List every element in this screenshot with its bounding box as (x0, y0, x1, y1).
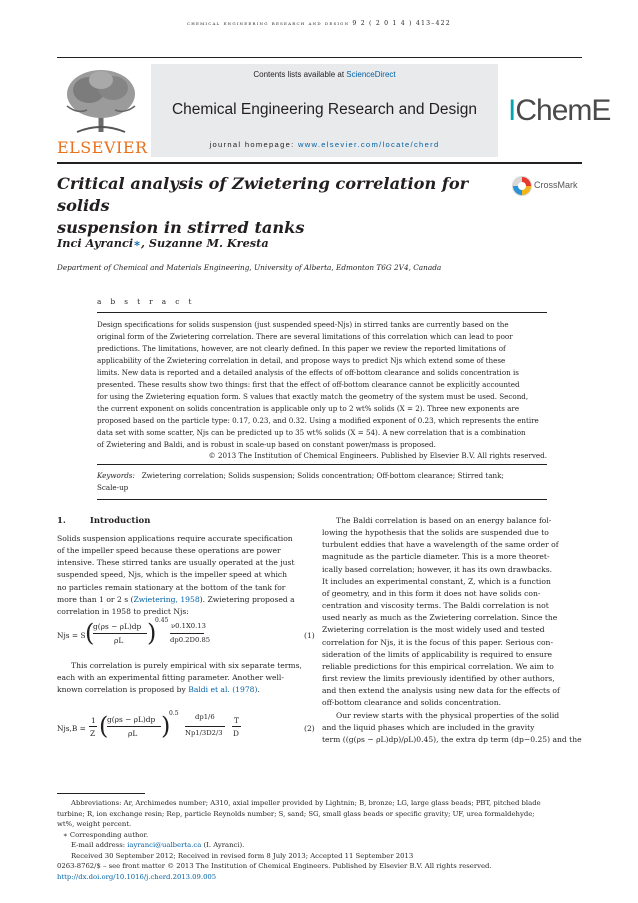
homepage-link[interactable]: www.elsevier.com/locate/cherd (297, 140, 440, 149)
citation-baldi[interactable]: Baldi et al. (1978) (188, 685, 258, 695)
header-bottom-rule (57, 162, 582, 164)
footnote-rule (57, 793, 145, 794)
authors: Inci Ayranci∗, Suzanne M. Kresta (57, 236, 269, 250)
article-title: Critical analysis of Zwietering correlation for solids suspension in stirred tanks (57, 174, 469, 237)
copyright: © 2013 The Institution of Chemical Engineers. Published by Elsevier B.V. All rights reserved. (208, 451, 547, 461)
eq1-lhs: Njs = S (57, 631, 86, 640)
abstract-top-rule (97, 312, 547, 313)
elsevier-wordmark: ELSEVIER (57, 138, 148, 157)
intro-right-column: The Baldi correlation is based on an energy balance fol- lowing the hypothesis that the solids are suspended due to turbulent eddies that have a wavelength of the same order of magnitude as the particle diameter. This is a more theoret- ically based correlation; however, it has its own drawbacks. It includes an experimental constant, Z, which is a function of geometry, and in this form it does not have solids con- centration and viscosity terms. The Baldi correlation is not used nearly as much as the Zwietering correlation. Since the Zwietering correlation is the most widely used and tested correlation for Njs, it is the focus of this paper. Serious con- sideration of the limits of applicability is required to ensure reliable predictions for this empirical correlation. We aim to first review the limits previously identified by other authors, and then extend the analysis using new data for the effects of off-bottom clearance and solids concentration. Our review starts with the physical properties of the solid and the liquid phases which are included in the gravity term ((g(ρs − ρL)dp)/ρL)0.45), the extra dp term (dp−0.25) and the (322, 516, 582, 744)
author-1: Inci Ayranci (57, 236, 134, 250)
issn-line: 0263-8762/$ – see front matter © 2013 The Institution of Chemical Engineers. Published by Elsevier B.V. All rights reserved. (57, 862, 492, 870)
elsevier-tree-icon (57, 66, 145, 136)
crossmark-label: CrossMark (534, 180, 578, 190)
crossmark-button[interactable] (511, 174, 591, 198)
email-link[interactable]: iayranci@ualberta.ca (127, 841, 202, 849)
corresponding-mark[interactable]: ∗ (133, 236, 141, 250)
running-head: chemical engineering research and design 9 2 ( 2 0 1 4 ) 413–422 (187, 20, 451, 27)
abstract-heading: a b s t r a c t (97, 297, 195, 306)
affiliation: Department of Chemical and Materials Engineering, University of Alberta, Edmonton T6G 2V4, Canada (57, 263, 442, 272)
doi-link[interactable]: http://dx.doi.org/10.1016/j.cherd.2013.09.005 (57, 872, 217, 881)
icheme-logo: IChemE (508, 94, 611, 127)
keywords: Keywords: Zwietering correlation; Solids suspension; Solids concentration; Off-bottom clearance; Stirred tank; Scale-up (97, 471, 504, 492)
citation-zwietering[interactable]: Zwietering, 1958 (133, 594, 200, 604)
contents-line (151, 70, 498, 79)
journal-title: Chemical Engineering Research and Design (171, 101, 477, 118)
section-heading: 1. Introduction (57, 516, 151, 526)
keywords-label: Keywords: (97, 471, 135, 480)
author-2: Suzanne M. Kresta (148, 236, 269, 250)
equation-1: Njs = S ( g(ρs − ρL)dp ρL ) 0.45 ν0.1X0.13 dp0.2D0.85 (1) (57, 617, 315, 647)
footnotes: Abbreviations: Ar, Archimedes number; A310, axial impeller provided by Lightnin; B, bronze; LG, large glass beads; PBT, pitched blade turbine; R, ion exchange resin; Rep, particle Reynolds number; S, sand; SG, small glass beads or specific gravity; UF, urea formaldehyde; wt%, weight percent. ∗ Corresponding author. E-mail address: iayranci@ualberta.ca (I. Ayranci). Received 30 September 2012; Received in revised form 8 July 2013; Accepted 11 September 2013 0263-8762/$ – see front matter © 2013 The Institution of Chemical Engineers. Published by Elsevier B.V. All rights reserved. http://dx.doi.org/10.1016/j.cherd.2013.09.005 (57, 798, 582, 882)
abstract-bottom-rule (97, 499, 547, 500)
corresponding-author-note: ∗ Corresponding author. (63, 830, 149, 839)
eq2-lhs: Njs,B = (57, 724, 86, 733)
homepage-prefix: journal homepage: (209, 140, 298, 149)
received-dates: Received 30 September 2012; Received in revised form 8 July 2013; Accepted 11 September 2013 (71, 851, 414, 860)
abstract-body: Design specifications for solids suspension (just suspended speed-Njs) in stirred tanks are currently based on the original form of the Zwietering correlation. There are several limitations of this correlation which can lead to poor predictions. The limitations, however, are not clearly defined. In this paper we review the reported limitations of applicability of the Zwietering correlation in detail, and propose ways to predict Njs which extend some of these limits. New data is reported and a detailed analysis of the effects of off-bottom clearance and solids concentration is presented. These results show two things: first that the effect of off-bottom clearance cannot be explicitly accounted for using the Zwietering equation form. S values that exactly match the geometry of the system must be used. Second, the current exponent on solids concentration is applicable only up to 2 wt% solids (X = 2). Three new exponents are proposed based on the particle type: 0.17, 0.23, and 0.32. Using a modified exponent of 0.23, which represents the entire data set with some scatter, Njs can be predicted up to 35 wt% solids (X = 54). A new correlation that is a combination of Zwietering and Baldi, and is robust in scale-up based on constant power/mass is proposed. © 2013 The Institution of Chemical Engineers. Published by Elsevier B.V. All rights reserved. (97, 320, 547, 461)
contents-prefix: Contents lists available at (253, 70, 347, 79)
equation-2: Njs,B = 1 Z ( g(ρs − ρL)dp ρL ) 0.5 dp1/6 Np1/3D2/3 T D (2) (57, 710, 315, 740)
intro-left-para-1: Solids suspension applications require accurate specification of the impeller speed because these operations are power intensive. These stirred tanks are usually operated at the just suspended speed, Njs, which is the impeller speed at which no particles remain stationary at the bottom of the tank for more than 1 or 2 s (Zwietering, 1958). Zwietering proposed a correlation in 1958 to predict Njs: (57, 534, 295, 616)
journal-homepage (151, 140, 498, 149)
abstract-mid-rule (97, 464, 547, 465)
intro-left-para-2: This correlation is purely empirical with six separate terms, each with an experimental fitting parameter. Another well- known correlation is proposed by Baldi et al. (1978). (57, 661, 302, 695)
sciencedirect-link[interactable]: ScienceDirect (346, 70, 396, 79)
header-top-rule (57, 57, 582, 58)
